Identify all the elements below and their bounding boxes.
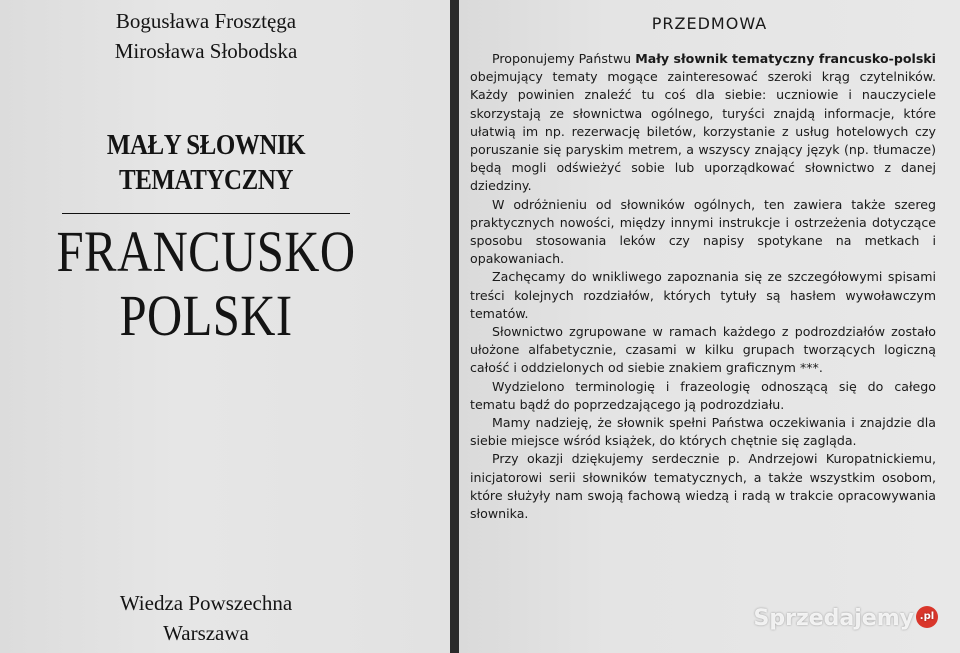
watermark-badge: .pl <box>916 606 938 628</box>
preface-paragraph-1 <box>470 50 936 196</box>
publisher-name: Wiedza Powszechna <box>119 591 293 615</box>
publisher-city: Warszawa <box>163 621 249 645</box>
preface-paragraph-6: Mamy nadzieję, że słownik spełni Państwa oczekiwania i znajdzie dla siebie miejsce wśród książek, do których chętnie się zagląda. <box>470 415 936 449</box>
author-2: Mirosława Słobodska <box>114 39 298 63</box>
book-subtitle <box>33 220 379 348</box>
preface-paragraph-2: W odróżnieniu od słowników ogólnych, ten zawiera także szereg praktycznych nowości, między innymi instrukcje i ostrzeżenia dotyczące sposobu stosowania leków czy napisy spotykane na metkach i opakowaniach. <box>470 196 936 267</box>
authors <box>0 6 412 66</box>
preface-paragraph-4: Słownictwo zgrupowane w ramach każdego z podrozdziałów zostało ułożone alfabetycznie, czasami w kilku grupach tworzących logiczną całość i oddzielonych od siebie znakiem graficznym ***. <box>470 324 936 376</box>
imprint <box>0 588 412 648</box>
title-page <box>0 0 450 653</box>
book-title <box>29 128 383 198</box>
title-line-2: TEMATYCZNY <box>119 164 293 196</box>
title-line-1: MAŁY SŁOWNIK <box>106 129 306 161</box>
watermark-text: Sprzedajemy <box>753 606 914 631</box>
preface-paragraph-7: Przy okazji dziękujemy serdecznie p. Andrzejowi Kuropatnickiemu, inicjatorowi serii słowników tematycznych, a także wszystkim osobom, które służyły nam swoją fachową wiedzą i radą w trakcie opracowywania słownika. <box>470 451 936 522</box>
author-1: Bogusława Frosztęga <box>115 9 297 33</box>
p1-book-title: Mały słownik tematyczny francusko-polski <box>635 51 937 66</box>
preface-body <box>470 50 936 523</box>
p1-rest: obejmujący tematy mogące zainteresować szeroki krąg czytelników. Każdy powinien znaleźć tu coś dla siebie: uczniowie i nauczyciele skorzystają ze słownictwa ogólnego, turyści znajdą informacje, które ułatwią im np. rezerwację biletów, korzystanie z usług hotelowych czy poruszanie się paryskim metrem, a wszyscy znający język (np. tłumacze) będą mogli odświeżyć sobie lub uporządkować słownictwo z danej dziedziny. <box>470 69 936 194</box>
preface-paragraph-3: Zachęcamy do wnikliwego zapoznania się ze szczegółowymi spisami treści kolejnych rozdziałów, których tytuły są hasłem wywoławczym tematów. <box>470 269 936 321</box>
subtitle-line-2: POLSKI <box>119 283 293 348</box>
preface-paragraph-5: Wydzielono terminologię i frazeologię odnoszącą się do całego tematu bądź do poprzedzającego ją podrozdziału. <box>470 378 936 412</box>
preface-page <box>459 0 960 653</box>
p1-lead: Proponujemy Państwu <box>492 51 636 66</box>
title-divider <box>62 213 350 214</box>
watermark-logo <box>754 606 939 631</box>
subtitle-line-1: FRANCUSKO <box>56 219 356 284</box>
preface-heading: PRZEDMOWA <box>651 14 768 33</box>
